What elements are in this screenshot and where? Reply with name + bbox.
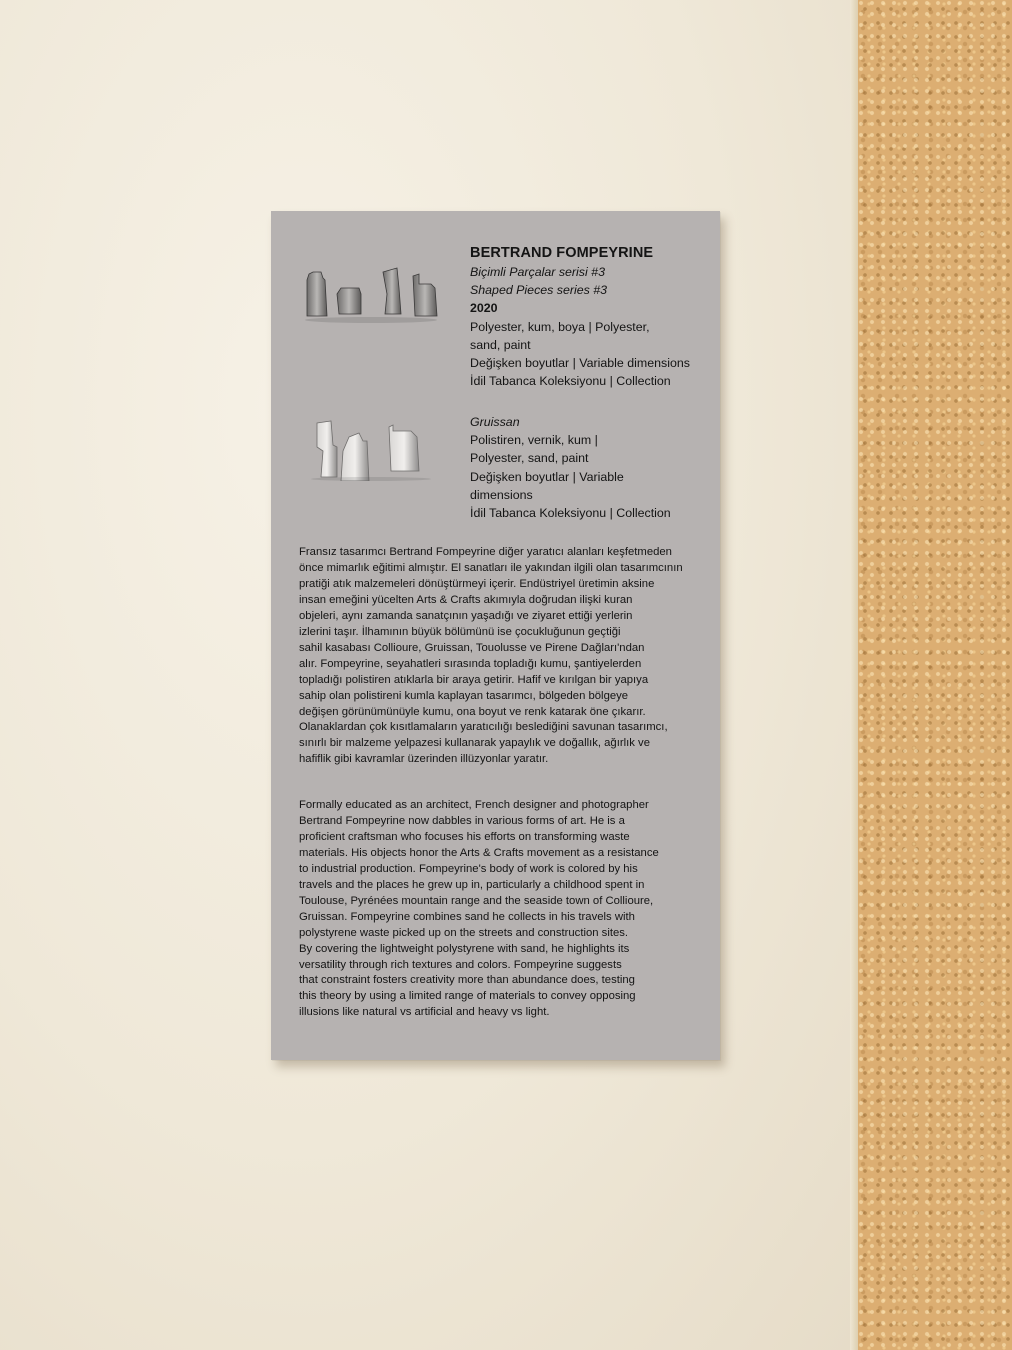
collection: İdil Tabanca Koleksiyonu | Collection xyxy=(470,374,671,389)
text-line: izlerini taşır. İlhamının büyük bölümünü ise çocukluğunun geçtiği xyxy=(299,625,621,638)
exhibition-label-plaque xyxy=(271,211,720,1060)
text-line: Toulouse, Pyrénées mountain range and the seaside town of Collioure, xyxy=(299,894,654,907)
text-line: alır. Fompeyrine, seyahatleri sırasında topladığı kumu, şantiyelerden xyxy=(299,657,642,670)
title-english: Shaped Pieces series #3 xyxy=(470,283,608,298)
artwork-2-info xyxy=(470,413,705,522)
gruissan-dimensions-line-1: Değişken boyutlar | Variable xyxy=(470,469,624,484)
text-line: değişen görünümünüyle kumu, ona boyut ve renk katarak öne çıkarır. xyxy=(299,705,646,718)
medium-line-1: Polyester, kum, boya | Polyester, xyxy=(470,319,650,334)
artwork-1-info xyxy=(470,244,705,390)
description-english xyxy=(299,798,697,1021)
text-line: önce mimarlık eğitimi almıştır. El sanatları ile yakından ilgili olan tasarımcının xyxy=(299,561,683,574)
text-line: Formally educated as an architect, French designer and photographer xyxy=(299,799,649,811)
text-line: this theory by using a limited range of materials to convey opposing xyxy=(299,990,636,1003)
shaped-pieces-thumbnail xyxy=(301,258,441,318)
gruissan-medium-line-2: Polyester, sand, paint xyxy=(470,451,589,466)
text-line: materials. His objects honor the Arts & Crafts movement as a resistance xyxy=(299,846,659,859)
title-turkish: Biçimli Parçalar serisi #3 xyxy=(470,265,605,279)
gruissan-dimensions-line-2: dimensions xyxy=(470,487,533,502)
text-line: versatility through rich textures and colors. Fompeyrine suggests xyxy=(299,958,622,971)
gruissan-medium-line-1: Polistiren, vernik, kum | xyxy=(470,433,598,448)
gruissan-image xyxy=(301,411,441,481)
gruissan-title: Gruissan xyxy=(470,415,520,429)
text-line: travels and the places he grew up in, particularly a childhood spent in xyxy=(299,878,645,891)
text-line: By covering the lightweight polystyrene with sand, he highlights its xyxy=(299,942,630,955)
text-line: hafiflik gibi kavramlar üzerinden illüzyonlar yaratır. xyxy=(299,753,549,766)
year: 2020 xyxy=(470,301,498,316)
text-line: objeleri, aynı zamanda sanatçının yaşadığı ve ziyaret ettiği yerlerin xyxy=(299,609,633,622)
artist-name: BERTRAND FOMPEYRINE xyxy=(470,245,654,261)
description-turkish xyxy=(299,545,697,768)
shaped-pieces-image xyxy=(301,258,441,328)
textured-plaster-wall xyxy=(858,0,1012,1350)
text-line: that constraint fosters creativity more than abundance does, testing xyxy=(299,974,635,987)
text-line: illusions like natural vs artificial and heavy vs light. xyxy=(299,1006,550,1019)
text-line: sahip olan polistireni kumla kaplayan tasarımcı, bölgeden bölgeye xyxy=(299,689,629,702)
dimensions: Değişken boyutlar | Variable dimensions xyxy=(470,356,690,371)
text-line: pratiği atık malzemeleri dönüştürmeyi içerir. Endüstriyel üretimin aksine xyxy=(299,577,655,590)
text-line: Olanaklardan çok kısıtlamaların yaratıcılığı beslediğini savunan tasarımcı, xyxy=(299,721,668,734)
text-line: sınırlı bir malzeme yelpazesi kullanarak yapaylık ve doğallık, ağırlık ve xyxy=(299,737,650,750)
text-line: sahil kasabası Collioure, Gruissan, Touolusse ve Pirene Dağları'ndan xyxy=(299,641,645,654)
text-line: proficient craftsman who focuses his efforts on transforming waste xyxy=(299,830,630,843)
text-line: topladığı polistiren atıklarla bir araya getirir. Hafif ve kırılgan bir yapıya xyxy=(299,673,649,686)
gruissan-thumbnail xyxy=(301,411,441,471)
text-line: Bertrand Fompeyrine now dabbles in various forms of art. He is a xyxy=(299,814,625,827)
text-line: polystyrene waste picked up on the streets and construction sites. xyxy=(299,926,629,939)
text-line: to industrial production. Fompeyrine's body of work is colored by his xyxy=(299,862,638,875)
medium-line-2: sand, paint xyxy=(470,337,531,352)
text-line: Fransız tasarımcı Bertrand Fompeyrine diğer yaratıcı alanları keşfetmeden xyxy=(299,546,672,558)
gruissan-collection: İdil Tabanca Koleksiyonu | Collection xyxy=(470,506,671,521)
text-line: Gruissan. Fompeyrine combines sand he collects in his travels with xyxy=(299,910,635,923)
text-line: insan emeğini yücelten Arts & Crafts akımıyla doğrudan ilişki kuran xyxy=(299,593,633,606)
